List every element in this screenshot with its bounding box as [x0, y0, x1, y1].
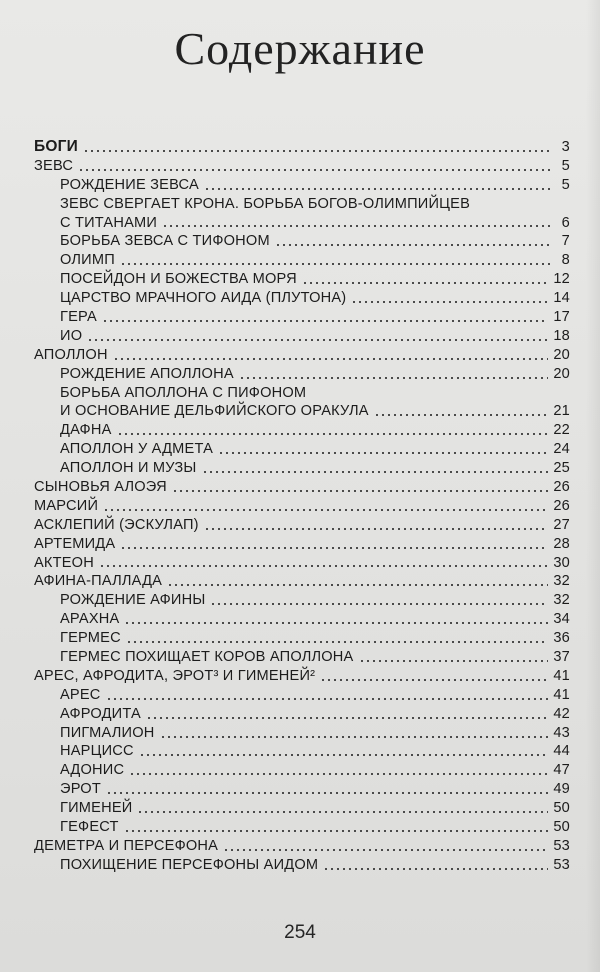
toc-entry-page: 49 — [553, 781, 570, 798]
dot-leader — [172, 489, 548, 493]
dot-leader — [106, 791, 548, 795]
toc-entry-page: 5 — [561, 176, 570, 193]
dot-leader — [78, 168, 551, 172]
toc-entry-title: ОЛИМП — [60, 252, 115, 269]
table-of-contents — [34, 138, 570, 875]
toc-entry-title: БОГИ — [34, 137, 78, 155]
toc-entry — [34, 497, 570, 516]
toc-entry — [34, 478, 570, 497]
toc-entry-page: 43 — [553, 724, 570, 741]
toc-entry — [34, 516, 570, 535]
toc-entry-title: АСКЛЕПИЙ (ЭСКУЛАП) — [34, 516, 199, 533]
toc-entry-page: 44 — [553, 743, 570, 760]
toc-entry-title: ДАФНА — [60, 422, 112, 439]
dot-leader — [124, 621, 548, 625]
dot-leader — [320, 678, 548, 682]
dot-leader — [204, 187, 551, 191]
toc-entry — [34, 138, 570, 157]
dot-leader — [102, 319, 548, 323]
toc-entry-page: 34 — [553, 611, 570, 628]
toc-entry-page: 27 — [553, 516, 570, 533]
toc-entry-page: 41 — [553, 667, 570, 684]
toc-entry-title: РОЖДЕНИЕ АПОЛЛОНА — [60, 365, 234, 382]
toc-entry-title: ПОСЕЙДОН И БОЖЕСТВА МОРЯ — [60, 271, 297, 288]
toc-entry-title: ПОХИЩЕНИЕ ПЕРСЕФОНЫ АИДОМ — [60, 856, 319, 873]
dot-leader — [103, 508, 548, 512]
toc-entry-page: 32 — [553, 573, 570, 590]
toc-entry-page: 3 — [561, 138, 570, 155]
toc-entry — [34, 270, 570, 289]
toc-entry-page: 14 — [553, 290, 570, 307]
toc-entry-page: 20 — [553, 365, 570, 382]
toc-entry-title: АПОЛЛОН У АДМЕТА — [60, 441, 214, 458]
toc-entry — [34, 157, 570, 176]
toc-entry-title-line: ЗЕВС СВЕРГАЕТ КРОНА. БОРЬБА БОГОВ-ОЛИМПИЙЦЕВ — [60, 195, 470, 212]
toc-entry — [34, 648, 570, 667]
toc-entry — [34, 289, 570, 308]
toc-entry-title: АРТЕМИДА — [34, 535, 116, 552]
toc-entry — [34, 308, 570, 327]
toc-entry-page: 53 — [553, 856, 570, 873]
toc-entry — [34, 686, 570, 705]
dot-leader — [210, 602, 548, 606]
toc-entry-page: 26 — [553, 497, 570, 514]
toc-entry-title: АРЕС, АФРОДИТА, ЭРОТ³ И ГИМЕНЕЙ² — [34, 667, 316, 684]
toc-entry-page: 7 — [561, 233, 570, 250]
toc-entry-page: 26 — [553, 479, 570, 496]
toc-entry-title: АФРОДИТА — [60, 705, 141, 722]
toc-entry-title: ГЕФЕСТ — [60, 819, 119, 836]
dot-leader — [223, 848, 548, 852]
toc-entry — [34, 724, 570, 743]
toc-entry-page: 53 — [553, 837, 570, 854]
toc-entry-page: 50 — [553, 819, 570, 836]
toc-entry — [34, 705, 570, 724]
dot-leader — [106, 697, 549, 701]
dot-leader — [87, 338, 548, 342]
dot-leader — [218, 451, 548, 455]
page-number: 254 — [284, 922, 316, 943]
toc-entry — [34, 629, 570, 648]
toc-entry-page: 32 — [553, 592, 570, 609]
page-title: Содержание — [174, 23, 426, 74]
toc-entry — [34, 402, 570, 421]
toc-entry — [34, 572, 570, 591]
toc-entry-page: 25 — [553, 460, 570, 477]
toc-entry — [34, 421, 570, 440]
toc-entry-title: РОЖДЕНИЕ АФИНЫ — [60, 592, 206, 609]
toc-entry — [34, 591, 570, 610]
dot-leader — [113, 357, 549, 361]
toc-entry — [34, 365, 570, 384]
toc-entry-page: 24 — [553, 441, 570, 458]
dot-leader — [139, 753, 549, 757]
toc-entry — [34, 761, 570, 780]
toc-entry — [34, 856, 570, 875]
toc-entry-page: 41 — [553, 686, 570, 703]
toc-entry-page: 20 — [553, 346, 570, 363]
toc-entry — [34, 214, 570, 233]
dot-leader — [275, 243, 551, 247]
toc-entry — [34, 610, 570, 629]
toc-entry-title: АДОНИС — [60, 762, 125, 779]
toc-entry — [34, 780, 570, 799]
toc-entry-page: 30 — [553, 554, 570, 571]
dot-leader — [83, 149, 551, 153]
toc-entry — [34, 554, 570, 573]
dot-leader — [204, 527, 549, 531]
toc-entry — [34, 799, 570, 818]
dot-leader — [239, 376, 549, 380]
dot-leader — [126, 640, 549, 644]
dot-leader — [124, 829, 549, 833]
dot-leader — [120, 546, 548, 550]
toc-entry-title: НАРЦИСС — [60, 743, 134, 760]
toc-entry-page: 36 — [553, 630, 570, 647]
toc-entry-title: ЭРОТ — [60, 781, 101, 798]
toc-entry-title: ГЕРМЕС ПОХИЩАЕТ КОРОВ АПОЛЛОНА — [60, 649, 354, 666]
toc-entry-title: АПОЛЛОН — [34, 346, 108, 363]
toc-entry — [34, 667, 570, 686]
toc-entry-title: АФИНА-ПАЛЛАДА — [34, 573, 163, 590]
toc-entry-page: 28 — [553, 535, 570, 552]
toc-entry-page: 17 — [553, 309, 570, 325]
toc-entry-title: И ОСНОВАНИЕ ДЕЛЬФИЙСКОГО ОРАКУЛА — [60, 403, 369, 420]
toc-entry-page: 8 — [561, 252, 570, 269]
toc-entry — [34, 232, 570, 251]
page-edge-shadow — [586, 0, 600, 972]
toc-entry-title: АРЕС — [60, 686, 101, 703]
toc-entry-page: 50 — [553, 800, 570, 817]
dot-leader — [162, 224, 551, 228]
toc-entry-title: ЗЕВС — [34, 157, 74, 174]
toc-entry-title: СЫНОВЬЯ АЛОЭЯ — [34, 479, 167, 496]
toc-entry-title-line: БОРЬБА АПОЛЛОНА С ПИФОНОМ — [60, 384, 307, 401]
dot-leader — [359, 659, 549, 663]
dot-leader — [146, 716, 548, 720]
toc-entry — [34, 743, 570, 762]
toc-entry-page: 18 — [553, 327, 570, 344]
toc-entry-title: ДЕМЕТРА И ПЕРСЕФОНА — [34, 837, 219, 854]
toc-entry-title: ГИМЕНЕЙ — [60, 800, 133, 817]
dot-leader — [302, 281, 548, 285]
toc-entry-title: С ТИТАНАМИ — [60, 214, 158, 231]
toc-entry — [34, 251, 570, 270]
dot-leader — [137, 810, 548, 814]
dot-leader — [167, 583, 548, 587]
toc-entry-title: РОЖДЕНИЕ ЗЕВСА — [60, 176, 199, 193]
toc-entry — [34, 176, 570, 195]
toc-entry — [34, 346, 570, 365]
dot-leader — [202, 470, 549, 474]
toc-entry — [34, 440, 570, 459]
toc-entry-title: БОРЬБА ЗЕВСА С ТИФОНОМ — [60, 233, 270, 250]
toc-entry-title: АРАХНА — [60, 611, 120, 628]
toc-entry-page: 6 — [561, 214, 570, 231]
toc-entry-page: 21 — [553, 403, 570, 420]
toc-entry-page: 12 — [553, 271, 570, 288]
dot-leader — [99, 564, 548, 568]
toc-entry-page: 5 — [561, 157, 570, 174]
toc-entry — [34, 459, 570, 478]
toc-entry-title: ГЕРМЕС — [60, 630, 121, 647]
dot-leader — [160, 735, 549, 739]
toc-entry-page: 22 — [553, 422, 570, 439]
toc-entry — [34, 818, 570, 837]
toc-entry — [34, 327, 570, 346]
toc-entry-title: ИО — [60, 327, 83, 344]
dot-leader — [323, 867, 548, 871]
dot-leader — [129, 772, 548, 776]
dot-leader — [374, 413, 549, 417]
toc-entry-title: ПИГМАЛИОН — [60, 724, 155, 741]
toc-entry-title: ЦАРСТВО МРАЧНОГО АИДА (ПЛУТОНА) — [60, 290, 347, 307]
toc-entry — [34, 535, 570, 554]
dot-leader — [120, 262, 551, 266]
toc-entry-title: АКТЕОН — [34, 554, 94, 571]
toc-entry-title: ГЕРА — [60, 309, 97, 325]
toc-entry-page: 42 — [553, 705, 570, 722]
toc-entry-page: 37 — [553, 649, 570, 666]
toc-entry-page: 47 — [553, 762, 570, 779]
dot-leader — [351, 300, 548, 304]
toc-entry — [34, 837, 570, 856]
toc-entry-title: МАРСИЙ — [34, 497, 99, 514]
dot-leader — [117, 432, 549, 436]
toc-entry-title: АПОЛЛОН И МУЗЫ — [60, 460, 197, 477]
